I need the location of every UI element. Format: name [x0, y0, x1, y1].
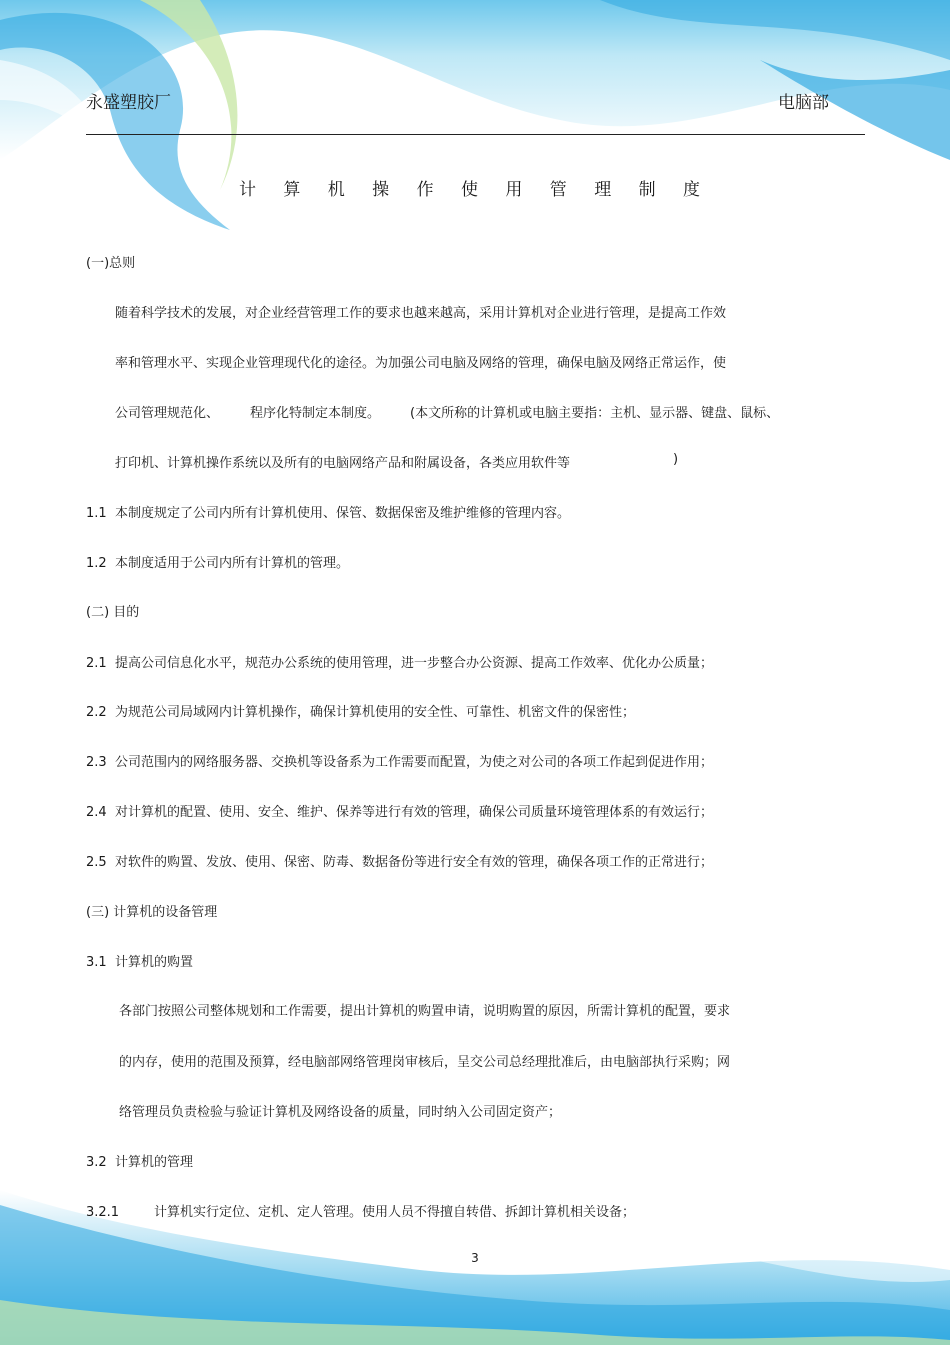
clause-2-5 [86, 851, 713, 870]
header-company: 永盛塑胶厂 [86, 93, 171, 113]
paragraph-line: 打印机、计算机操作系统以及所有的电脑网络产品和附属设备，各类应用软件等 [115, 456, 571, 471]
clause-number: 2.4 [86, 805, 107, 820]
document-title: 计 算 机 操 作 使 用 管 理 制 度 [238, 180, 712, 200]
clause-2-2 [86, 701, 635, 720]
clause-text: 本制度规定了公司内所有计算机使用、保管、数据保密及维护维修的管理内容。 [115, 506, 571, 521]
clause-2-3 [86, 751, 713, 770]
clause-text: 计算机实行定位、定机、定人管理。使用人员不得擅自转借、拆卸计算机相关设备； [154, 1205, 636, 1220]
clause-text: 公司范围内的网络服务器、交换机等设备系为工作需要而配置，为使之对公司的各项工作起到促进作用； [115, 755, 714, 770]
clause-2-1 [86, 652, 713, 671]
clause-number: 2.5 [86, 855, 107, 870]
section-heading-general: (一)总则 [86, 256, 136, 271]
page-number: 3 [471, 1251, 479, 1265]
clause-number: 2.2 [86, 705, 107, 720]
section-heading-equipment: (三) 计算机的设备管理 [86, 905, 218, 920]
paragraph-line: 络管理员负责检验与验证计算机及网络设备的质量，同时纳入公司固定资产； [119, 1105, 562, 1120]
clause-text: 本制度适用于公司内所有计算机的管理。 [115, 556, 350, 571]
clause-number: 1.1 [86, 506, 107, 521]
clause-text: 提高公司信息化水平，规范办公系统的使用管理，进一步整合办公资源、提高工作效率、优化办公质量； [115, 656, 714, 671]
clause-2-4 [86, 801, 713, 820]
clause-text: 对计算机的配置、使用、安全、维护、保养等进行有效的管理，确保公司质量环境管理体系的有效运行； [115, 805, 714, 820]
paragraph-line: 各部门按照公司整体规划和工作需要，提出计算机的购置申请，说明购置的原因，所需计算机的配置，要求 [119, 1004, 731, 1019]
paragraph-line: 的内存，使用的范围及预算，经电脑部网络管理岗审核后，呈交公司总经理批准后，由电脑部执行采购；网 [119, 1055, 731, 1070]
paragraph-line: 程序化特制定本制度。 [250, 406, 381, 421]
clause-3-2 [86, 1151, 193, 1170]
header-rule [86, 134, 865, 135]
paragraph-line: ) [673, 452, 679, 467]
paragraph-line: (本文所称的计算机或电脑主要指：主机、显示器、键盘、鼠标、 [410, 406, 780, 421]
clause-text: 为规范公司局域网内计算机操作，确保计算机使用的安全性、可靠性、机密文件的保密性； [115, 705, 636, 720]
clause-label: 计算机的购置 [115, 955, 194, 970]
clause-number: 3.1 [86, 955, 107, 970]
clause-1-1 [86, 502, 570, 521]
clause-number: 3.2 [86, 1155, 107, 1170]
clause-number: 2.3 [86, 755, 107, 770]
header-department: 电脑部 [778, 93, 829, 113]
clause-text: 对软件的购置、发放、使用、保密、防毒、数据备份等进行安全有效的管理，确保各项工作的正常进行； [115, 855, 714, 870]
clause-number: 3.2.1 [86, 1205, 120, 1220]
paragraph-line: 公司管理规范化、 [115, 406, 220, 421]
clause-number: 1.2 [86, 556, 107, 571]
paragraph-line: 随着科学技术的发展，对企业经营管理工作的要求也越来越高，采用计算机对企业进行管理，是提高工作效 [115, 306, 727, 321]
clause-number: 2.1 [86, 656, 107, 671]
clause-3-2-1 [86, 1201, 635, 1220]
clause-1-2 [86, 552, 349, 571]
clause-label: 计算机的管理 [115, 1155, 194, 1170]
paragraph-line: 率和管理水平、实现企业管理现代化的途径。为加强公司电脑及网络的管理，确保电脑及网络正常运作，使 [115, 356, 727, 371]
clause-3-1 [86, 951, 193, 970]
section-heading-purpose: (二) 目的 [86, 605, 140, 620]
